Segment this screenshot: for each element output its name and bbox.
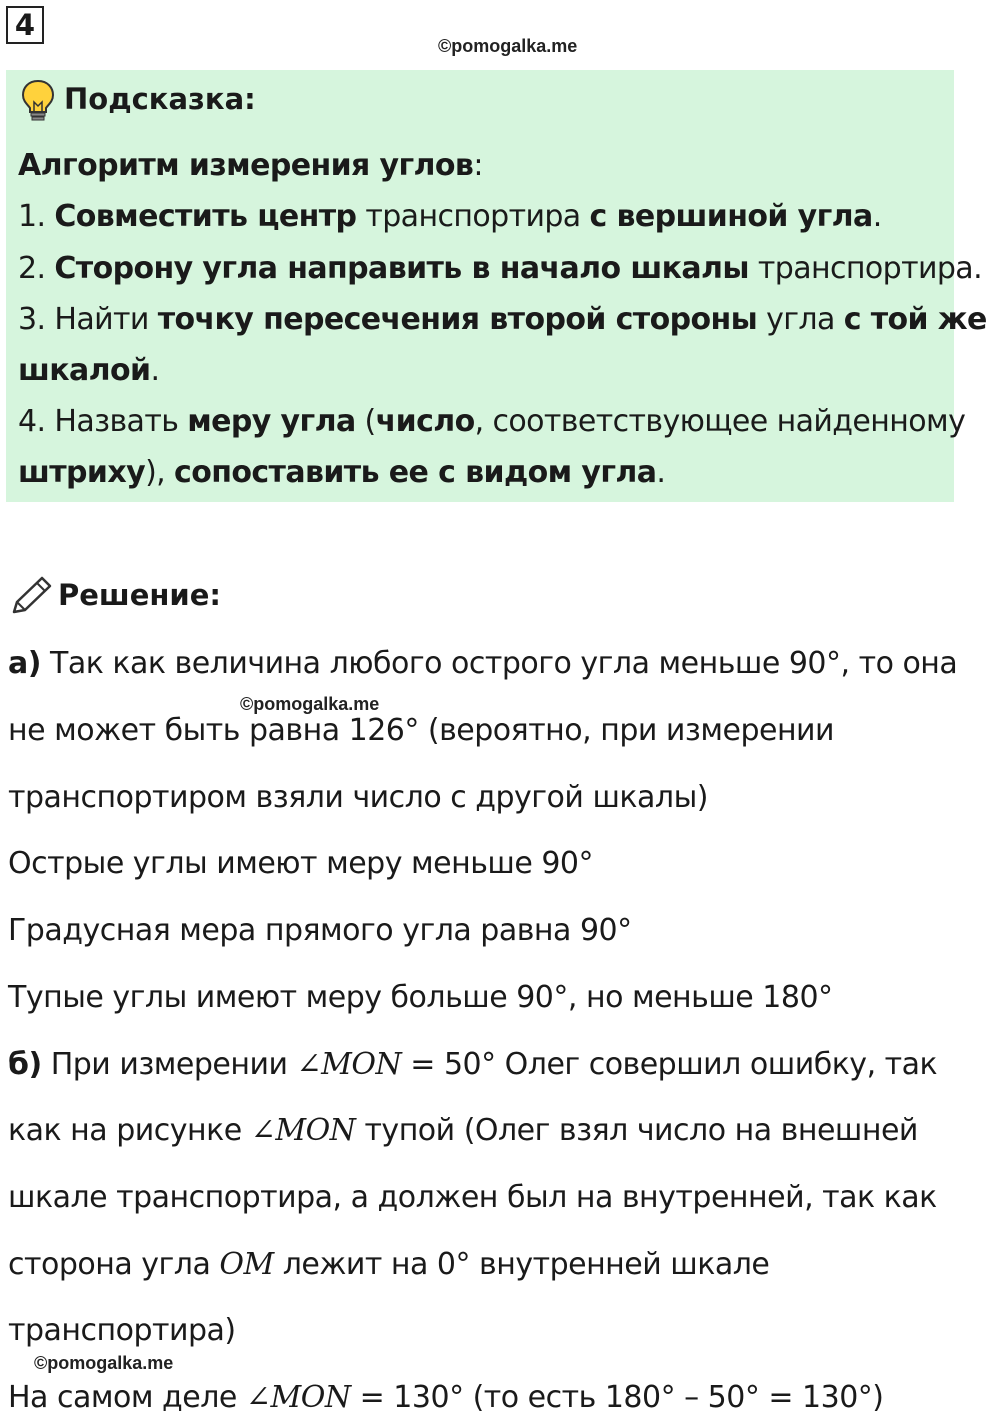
solution-b-line-2: как на рисунке ∠MON тупой (Олег взял число на внешней (8, 1113, 918, 1148)
watermark-middle: ©pomogalka.me (240, 694, 380, 714)
watermark-top: ©pomogalka.me (438, 36, 578, 56)
hint-step-2: 2. Сторону угла направить в начало шкалы транспортира. (18, 251, 983, 286)
solution-title: Решение: (58, 578, 222, 612)
hint-step-1: 1. Совместить центр транспортира с вершиной угла. (18, 199, 882, 234)
solution-a-line-2: не может быть равна 126° (вероятно, при измерении (8, 713, 835, 748)
solution-b-line-3: шкале транспортира, а должен был на внутренней, так как (8, 1180, 937, 1215)
pencil-icon (8, 574, 54, 618)
solution-b-line-4: сторона угла OM лежит на 0° внутренней шкале (8, 1247, 770, 1282)
solution-b-line-5: транспортира) (8, 1313, 236, 1348)
hint-step-4-cont: штриху), сопоставить ее с видом угла. (18, 455, 666, 490)
hint-title: Подсказка: (64, 82, 256, 116)
right-angle-fact: Градусная мера прямого угла равна 90° (8, 913, 632, 948)
hint-step-3: 3. Найти точку пересечения второй стороны угла с той же (18, 302, 987, 337)
algorithm-title: Алгоритм измерения углов: (18, 148, 483, 183)
solution-b-line-6: На самом деле ∠MON = 130° (то есть 180° – 50° = 130°) (8, 1380, 884, 1415)
acute-angle-fact: Острые углы имеют меру меньше 90° (8, 846, 593, 881)
solution-b-line-1: б) При измерении ∠MON = 50° Олег совершил ошибку, так (8, 1047, 938, 1082)
task-number: 4 (6, 6, 44, 44)
watermark-bottom: ©pomogalka.me (34, 1353, 174, 1373)
hint-step-3-cont: шкалой. (18, 353, 160, 388)
lightbulb-icon (18, 78, 58, 122)
obtuse-angle-fact: Тупые углы имеют меру больше 90°, но меньше 180° (8, 980, 833, 1015)
hint-step-4: 4. Назвать меру угла (число, соответствующее найденному (18, 404, 966, 439)
solution-a-line-3: транспортиром взяли число с другой шкалы) (8, 780, 708, 815)
solution-a-line-1: а) Так как величина любого острого угла меньше 90°, то она (8, 646, 958, 681)
